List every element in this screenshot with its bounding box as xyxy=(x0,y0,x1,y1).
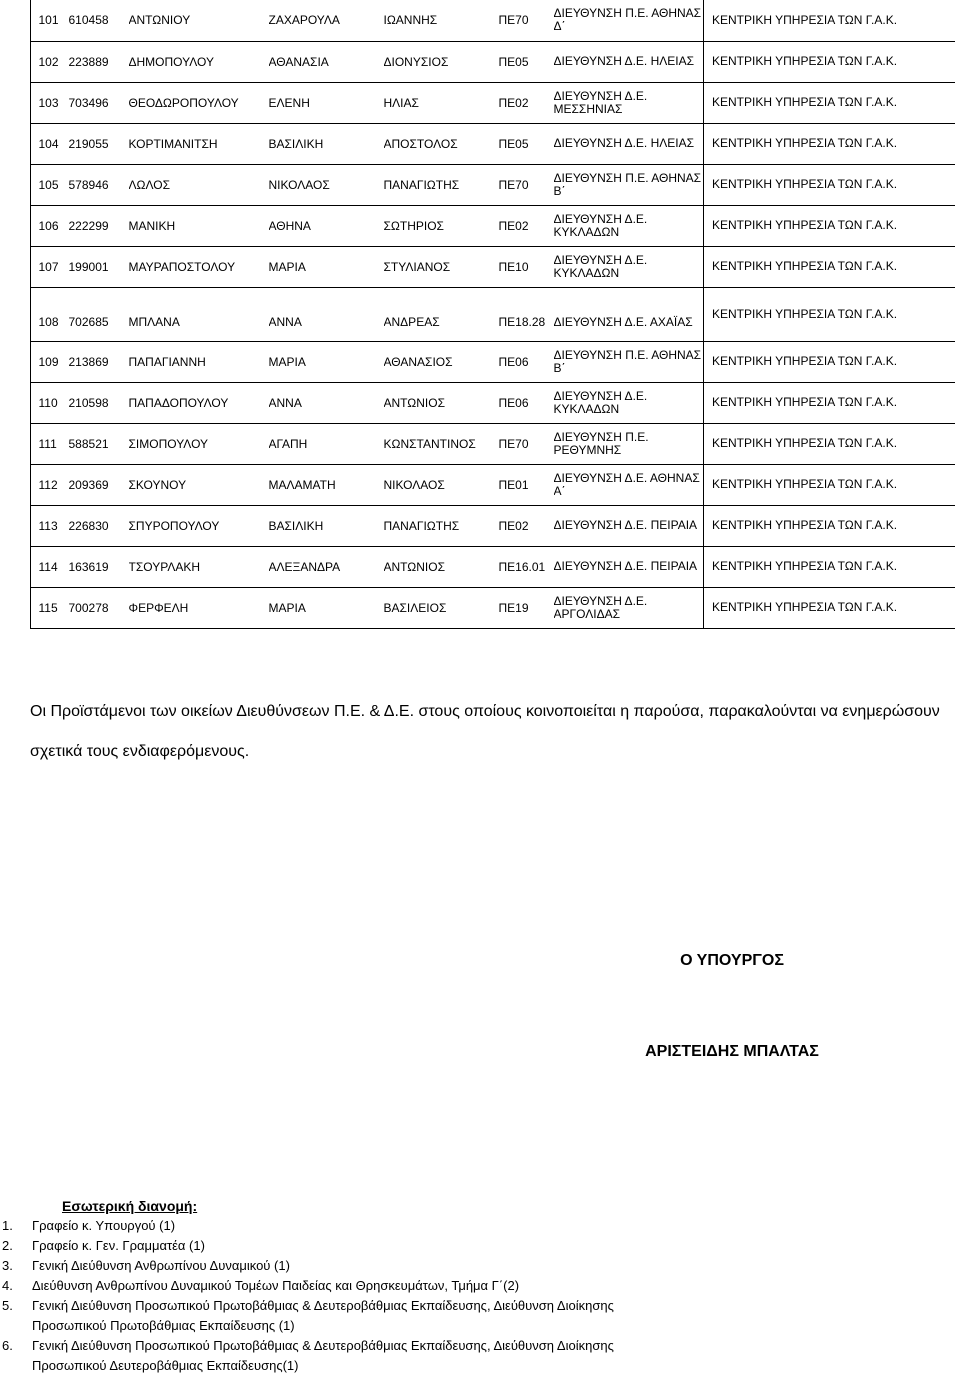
directorate-text: ΔΙΕΥΘΥΝΣΗ Δ.Ε. ΑΧΑΪΑΣ xyxy=(553,314,693,329)
row-edge xyxy=(31,0,39,41)
cell-directorate xyxy=(554,341,704,382)
cell-service: ΚΕΝΤΡΙΚΗ ΥΠΗΡΕΣΙΑ ΤΩΝ Γ.Α.Κ. xyxy=(704,123,955,164)
cell-service: ΚΕΝΤΡΙΚΗ ΥΠΗΡΕΣΙΑ ΤΩΝ Γ.Α.Κ. xyxy=(704,505,955,546)
notice-paragraph: Οι Προϊστάμενοι των οικείων Διευθύνσεων Π.Ε. & Δ.Ε. στους οποίους κοινοποιείται η παρούσα, παρακαλούνται να ενημερώσουν σχετικά τους ενδιαφερόμενους. xyxy=(30,703,940,760)
cell-directorate xyxy=(554,423,704,464)
distribution-item xyxy=(0,1256,640,1276)
cell-spec: ΠΕ02 xyxy=(499,82,554,123)
cell-service: ΚΕΝΤΡΙΚΗ ΥΠΗΡΕΣΙΑ ΤΩΝ Γ.Α.Κ. xyxy=(704,205,955,246)
cell-service: ΚΕΝΤΡΙΚΗ ΥΠΗΡΕΣΙΑ ΤΩΝ Γ.Α.Κ. xyxy=(704,287,955,341)
cell-name: ΕΛΕΝΗ xyxy=(269,82,384,123)
directorate-text: ΔΙΕΥΘΥΝΣΗ Δ.Ε. ΗΛΕΙΑΣ xyxy=(553,54,695,68)
table-row xyxy=(31,587,955,628)
cell-directorate xyxy=(554,382,704,423)
distribution-item xyxy=(0,1336,640,1376)
cell-num: 105 xyxy=(39,164,69,205)
cell-spec: ΠΕ19 xyxy=(499,587,554,628)
cell-father: ΝΙΚΟΛΑΟΣ xyxy=(384,464,499,505)
cell-directorate xyxy=(554,546,704,587)
cell-name: ΜΑΡΙΑ xyxy=(269,587,384,628)
distribution-item-number: 3. xyxy=(2,1258,13,1273)
cell-num: 101 xyxy=(39,0,69,41)
cell-code: 213869 xyxy=(69,341,129,382)
directorate-text: ΔΙΕΥΘΥΝΣΗ Δ.Ε. ΑΡΓΟΛΙΔΑΣ xyxy=(553,593,648,621)
cell-father: ΒΑΣΙΛΕΙΟΣ xyxy=(384,587,499,628)
cell-spec: ΠΕ70 xyxy=(499,423,554,464)
cell-spec: ΠΕ10 xyxy=(499,246,554,287)
cell-surname: ΚΟΡΤΙΜΑΝΙΤΣΗ xyxy=(129,123,269,164)
cell-surname: ΣΠΥΡΟΠΟΥΛΟΥ xyxy=(129,505,269,546)
cell-name: ΜΑΛΑΜΑΤΗ xyxy=(269,464,384,505)
row-edge xyxy=(31,41,39,82)
distribution-item xyxy=(0,1276,640,1296)
cell-num: 112 xyxy=(39,464,69,505)
directorate-text: ΔΙΕΥΘΥΝΣΗ Δ.Ε. ΜΕΣΣΗΝΙΑΣ xyxy=(553,88,648,116)
cell-service: ΚΕΝΤΡΙΚΗ ΥΠΗΡΕΣΙΑ ΤΩΝ Γ.Α.Κ. xyxy=(704,423,955,464)
directorate-text: ΔΙΕΥΘΥΝΣΗ Δ.Ε. ΠΕΙΡΑΙΑ xyxy=(553,559,698,573)
cell-father: ΙΩΑΝΝΗΣ xyxy=(384,0,499,41)
cell-name: ΑΘΑΝΑΣΙΑ xyxy=(269,41,384,82)
table-row xyxy=(31,41,955,82)
row-edge xyxy=(31,587,39,628)
directorate-text: ΔΙΕΥΘΥΝΣΗ Δ.Ε. ΚΥΚΛΑΔΩΝ xyxy=(553,252,648,280)
cell-name: ΖΑΧΑΡΟΥΛΑ xyxy=(269,0,384,41)
cell-num: 113 xyxy=(39,505,69,546)
cell-code: 610458 xyxy=(69,0,129,41)
cell-service: ΚΕΝΤΡΙΚΗ ΥΠΗΡΕΣΙΑ ΤΩΝ Γ.Α.Κ. xyxy=(704,246,955,287)
cell-surname: ΠΑΠΑΓΙΑΝΝΗ xyxy=(129,341,269,382)
directorate-text: ΔΙΕΥΘΥΝΣΗ Δ.Ε. ΚΥΚΛΑΔΩΝ xyxy=(553,211,648,239)
distribution-item-number: 1. xyxy=(2,1218,13,1233)
cell-surname: ΜΠΛΑΝΑ xyxy=(129,287,269,341)
table-row xyxy=(31,341,955,382)
cell-name: ΑΘΗΝΑ xyxy=(269,205,384,246)
cell-num: 102 xyxy=(39,41,69,82)
cell-surname: ΤΣΟΥΡΛΑΚΗ xyxy=(129,546,269,587)
cell-surname: ΜΑΥΡΑΠΟΣΤΟΛΟΥ xyxy=(129,246,269,287)
cell-directorate xyxy=(554,0,704,41)
cell-spec: ΠΕ05 xyxy=(499,123,554,164)
cell-surname: ΘΕΟΔΩΡΟΠΟΥΛΟΥ xyxy=(129,82,269,123)
cell-service: ΚΕΝΤΡΙΚΗ ΥΠΗΡΕΣΙΑ ΤΩΝ Γ.Α.Κ. xyxy=(704,82,955,123)
cell-service: ΚΕΝΤΡΙΚΗ ΥΠΗΡΕΣΙΑ ΤΩΝ Γ.Α.Κ. xyxy=(704,41,955,82)
row-edge xyxy=(31,82,39,123)
cell-father: ΠΑΝΑΓΙΩΤΗΣ xyxy=(384,505,499,546)
cell-directorate xyxy=(554,205,704,246)
cell-num: 104 xyxy=(39,123,69,164)
cell-surname: ΜΑΝΙΚΗ xyxy=(129,205,269,246)
cell-father: ΑΘΑΝΑΣΙΟΣ xyxy=(384,341,499,382)
distribution-item xyxy=(0,1296,640,1336)
table-row xyxy=(31,0,955,41)
row-edge xyxy=(31,464,39,505)
table-body xyxy=(31,0,955,628)
cell-father: ΑΠΟΣΤΟΛΟΣ xyxy=(384,123,499,164)
row-edge xyxy=(31,546,39,587)
row-edge xyxy=(31,164,39,205)
table-row xyxy=(31,464,955,505)
cell-spec: ΠΕ70 xyxy=(499,164,554,205)
cell-name: ΜΑΡΙΑ xyxy=(269,341,384,382)
cell-service: ΚΕΝΤΡΙΚΗ ΥΠΗΡΕΣΙΑ ΤΩΝ Γ.Α.Κ. xyxy=(704,587,955,628)
cell-name: ΒΑΣΙΛΙΚΗ xyxy=(269,123,384,164)
cell-spec: ΠΕ70 xyxy=(499,0,554,41)
table-row xyxy=(31,287,955,341)
cell-name: ΑΓΑΠΗ xyxy=(269,423,384,464)
cell-father: ΚΩΝΣΤΑΝΤΙΝΟΣ xyxy=(384,423,499,464)
directorate-text: ΔΙΕΥΘΥΝΣΗ Π.Ε. ΑΘΗΝΑΣ Δ΄ xyxy=(553,6,702,34)
cell-num: 111 xyxy=(39,423,69,464)
cell-code: 209369 xyxy=(69,464,129,505)
cell-spec: ΠΕ06 xyxy=(499,341,554,382)
cell-directorate xyxy=(554,41,704,82)
cell-surname: ΠΑΠΑΔΟΠΟΥΛΟΥ xyxy=(129,382,269,423)
cell-surname: ΣΙΜΟΠΟΥΛΟΥ xyxy=(129,423,269,464)
cell-directorate xyxy=(554,123,704,164)
cell-service: ΚΕΝΤΡΙΚΗ ΥΠΗΡΕΣΙΑ ΤΩΝ Γ.Α.Κ. xyxy=(704,164,955,205)
cell-name: ΑΛΕΞΑΝΔΡΑ xyxy=(269,546,384,587)
cell-father: ΑΝΔΡΕΑΣ xyxy=(384,287,499,341)
cell-code: 588521 xyxy=(69,423,129,464)
cell-code: 702685 xyxy=(69,287,129,341)
cell-spec: ΠΕ01 xyxy=(499,464,554,505)
cell-code: 226830 xyxy=(69,505,129,546)
directorate-text: ΔΙΕΥΘΥΝΣΗ Δ.Ε. ΗΛΕΙΑΣ xyxy=(553,136,695,150)
row-edge xyxy=(31,287,39,341)
cell-spec: ΠΕ05 xyxy=(499,41,554,82)
signature-title: Ο ΥΠΟΥΡΓΟΣ xyxy=(680,952,784,969)
cell-surname: ΣΚΟΥΝΟΥ xyxy=(129,464,269,505)
cell-num: 110 xyxy=(39,382,69,423)
directorate-text: ΔΙΕΥΘΥΝΣΗ Δ.Ε. ΑΘΗΝΑΣ Α΄ xyxy=(553,470,700,498)
cell-service: ΚΕΝΤΡΙΚΗ ΥΠΗΡΕΣΙΑ ΤΩΝ Γ.Α.Κ. xyxy=(704,341,955,382)
row-edge xyxy=(31,246,39,287)
cell-name: ΝΙΚΟΛΑΟΣ xyxy=(269,164,384,205)
cell-code: 703496 xyxy=(69,82,129,123)
directorate-text: ΔΙΕΥΘΥΝΣΗ Δ.Ε. ΚΥΚΛΑΔΩΝ xyxy=(553,388,648,416)
distribution-item-text: Γενική Διεύθυνση Ανθρωπίνου Δυναμικού (1) xyxy=(32,1258,290,1273)
cell-surname: ΑΝΤΩΝΙΟΥ xyxy=(129,0,269,41)
cell-num: 109 xyxy=(39,341,69,382)
cell-code: 210598 xyxy=(69,382,129,423)
cell-directorate xyxy=(554,287,704,341)
cell-spec: ΠΕ18.28 xyxy=(499,287,554,341)
table-row xyxy=(31,505,955,546)
signature-name: ΑΡΙΣΤΕΙΔΗΣ ΜΠΑΛΤΑΣ xyxy=(645,1043,819,1060)
row-edge xyxy=(31,505,39,546)
table-row xyxy=(31,164,955,205)
cell-father: ΠΑΝΑΓΙΩΤΗΣ xyxy=(384,164,499,205)
cell-directorate xyxy=(554,246,704,287)
cell-father: ΑΝΤΩΝΙΟΣ xyxy=(384,382,499,423)
row-edge xyxy=(31,205,39,246)
cell-surname: ΛΩΛΟΣ xyxy=(129,164,269,205)
table-row xyxy=(31,123,955,164)
cell-surname: ΦΕΡΦΕΛΗ xyxy=(129,587,269,628)
cell-code: 199001 xyxy=(69,246,129,287)
cell-code: 223889 xyxy=(69,41,129,82)
cell-code: 163619 xyxy=(69,546,129,587)
table-row xyxy=(31,382,955,423)
cell-father: ΣΤΥΛΙΑΝΟΣ xyxy=(384,246,499,287)
cell-num: 114 xyxy=(39,546,69,587)
cell-spec: ΠΕ16.01 xyxy=(499,546,554,587)
distribution-item-text: Γραφείο κ. Γεν. Γραμματέα (1) xyxy=(32,1238,205,1253)
table-row xyxy=(31,82,955,123)
cell-name: ΒΑΣΙΛΙΚΗ xyxy=(269,505,384,546)
cell-directorate xyxy=(554,505,704,546)
table-row xyxy=(31,246,955,287)
distribution-item-number: 5. xyxy=(2,1298,13,1313)
table-row xyxy=(31,205,955,246)
distribution-item-text: Διεύθυνση Ανθρωπίνου Δυναμικού Τομέων Παιδείας και Θρησκευμάτων, Τμήμα Γ΄(2) xyxy=(32,1278,520,1293)
directorate-text: ΔΙΕΥΘΥΝΣΗ Π.Ε. ΑΘΗΝΑΣ Β΄ xyxy=(553,347,702,375)
cell-surname: ΔΗΜΟΠΟΥΛΟΥ xyxy=(129,41,269,82)
distribution-item-number: 4. xyxy=(2,1278,13,1293)
distribution-item-text: Γενική Διεύθυνση Προσωπικού Πρωτοβάθμιας & Δευτεροβάθμιας Εκπαίδευσης, Διεύθυνση Διοίκησης Προσωπικού Δευτεροβάθμιας Εκπαίδευσης(1) xyxy=(32,1338,614,1373)
cell-spec: ΠΕ06 xyxy=(499,382,554,423)
directorate-text: ΔΙΕΥΘΥΝΣΗ Π.Ε. ΡΕΘΥΜΝΗΣ xyxy=(553,429,649,457)
cell-spec: ΠΕ02 xyxy=(499,505,554,546)
cell-service: ΚΕΝΤΡΙΚΗ ΥΠΗΡΕΣΙΑ ΤΩΝ Γ.Α.Κ. xyxy=(704,464,955,505)
directorate-text: ΔΙΕΥΘΥΝΣΗ Π.Ε. ΑΘΗΝΑΣ Β΄ xyxy=(553,170,702,198)
cell-code: 219055 xyxy=(69,123,129,164)
cell-directorate xyxy=(554,587,704,628)
cell-num: 108 xyxy=(39,287,69,341)
cell-father: ΑΝΤΩΝΙΟΣ xyxy=(384,546,499,587)
distribution-item-number: 6. xyxy=(2,1338,13,1353)
distribution-item-text: Γενική Διεύθυνση Προσωπικού Πρωτοβάθμιας & Δευτεροβάθμιας Εκπαίδευσης, Διεύθυνση Διοίκησης Προσωπικού Πρωτοβάθμιας Εκπαίδευσης (1) xyxy=(32,1298,614,1333)
cell-name: ΑΝΝΑ xyxy=(269,287,384,341)
table-row xyxy=(31,546,955,587)
cell-num: 107 xyxy=(39,246,69,287)
distribution-item xyxy=(0,1236,640,1256)
cell-code: 222299 xyxy=(69,205,129,246)
cell-father: ΔΙΟΝΥΣΙΟΣ xyxy=(384,41,499,82)
cell-name: ΑΝΝΑ xyxy=(269,382,384,423)
distribution-heading: Εσωτερική διανομή: xyxy=(62,1198,198,1214)
distribution-list xyxy=(0,1216,640,1376)
cell-code: 578946 xyxy=(69,164,129,205)
cell-num: 103 xyxy=(39,82,69,123)
cell-service: ΚΕΝΤΡΙΚΗ ΥΠΗΡΕΣΙΑ ΤΩΝ Γ.Α.Κ. xyxy=(704,382,955,423)
directorate-text: ΔΙΕΥΘΥΝΣΗ Δ.Ε. ΠΕΙΡΑΙΑ xyxy=(553,518,698,532)
cell-directorate xyxy=(554,82,704,123)
row-edge xyxy=(31,423,39,464)
distribution-item-text: Γραφείο κ. Υπουργού (1) xyxy=(32,1218,176,1233)
cell-code: 700278 xyxy=(69,587,129,628)
cell-name: ΜΑΡΙΑ xyxy=(269,246,384,287)
row-edge xyxy=(31,382,39,423)
cell-service: ΚΕΝΤΡΙΚΗ ΥΠΗΡΕΣΙΑ ΤΩΝ Γ.Α.Κ. xyxy=(704,0,955,41)
cell-father: ΣΩΤΗΡΙΟΣ xyxy=(384,205,499,246)
distribution-item-number: 2. xyxy=(2,1238,13,1253)
row-edge xyxy=(31,341,39,382)
row-edge xyxy=(31,123,39,164)
cell-service: ΚΕΝΤΡΙΚΗ ΥΠΗΡΕΣΙΑ ΤΩΝ Γ.Α.Κ. xyxy=(704,546,955,587)
cell-num: 106 xyxy=(39,205,69,246)
table-row xyxy=(31,423,955,464)
cell-directorate xyxy=(554,164,704,205)
cell-father: ΗΛΙΑΣ xyxy=(384,82,499,123)
placement-table xyxy=(30,0,955,629)
cell-directorate xyxy=(554,464,704,505)
cell-spec: ΠΕ02 xyxy=(499,205,554,246)
cell-num: 115 xyxy=(39,587,69,628)
distribution-item xyxy=(0,1216,640,1236)
